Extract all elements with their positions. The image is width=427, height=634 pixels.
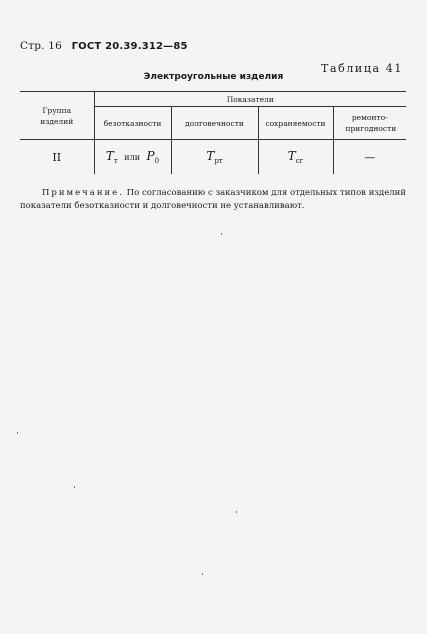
storability-cell: $T_{сг}$ — [258, 140, 333, 175]
speck — [236, 511, 237, 513]
table-note — [20, 187, 406, 213]
group-cell: II — [52, 150, 62, 164]
speck — [17, 432, 18, 434]
maintainability-cell: — — [333, 140, 406, 175]
gost-number: ГОСТ 20.39.312—85 — [71, 41, 188, 52]
indicators-header: Показатели — [94, 92, 406, 107]
page-number: Стр. 16 — [20, 40, 63, 52]
table-title: Электроугольные изделия — [143, 72, 284, 82]
indicators-table — [20, 91, 406, 174]
column-header: долговечности — [171, 107, 258, 140]
speck — [221, 233, 222, 235]
note-label: Примечание. — [42, 188, 124, 198]
table-label: Таблица 41 — [321, 62, 403, 75]
column-header: безотказности — [94, 107, 171, 140]
speck — [202, 573, 203, 575]
durability-cell: $T_{рт}$ — [171, 140, 258, 175]
column-header: ремонто-пригодности — [333, 107, 406, 140]
speck — [74, 486, 75, 488]
note-text: По согласованию с заказчиком для отдельных типов изделий показатели безотказности и долговечности не устанавливают. — [20, 188, 407, 211]
page-header — [20, 40, 188, 52]
column-header: сохраняемости — [258, 107, 333, 140]
reliability-cell: $T_т$ или $P_0$ — [94, 140, 171, 175]
group-header: Группа изделий — [20, 92, 94, 140]
table-row — [20, 140, 406, 175]
